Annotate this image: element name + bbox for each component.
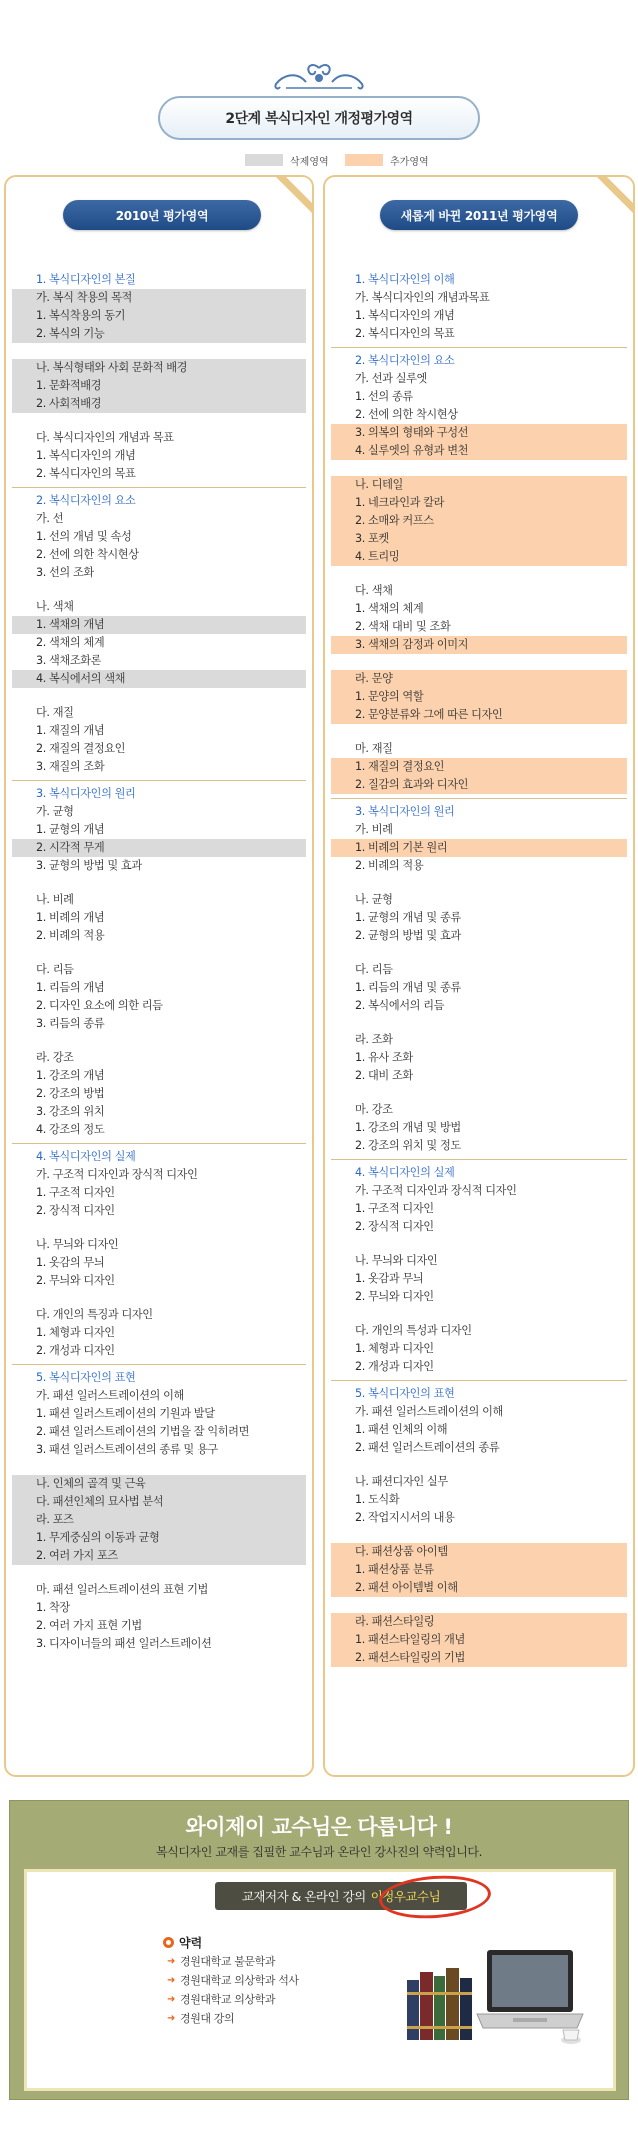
arrow-right-icon: ➜ (167, 1956, 175, 1967)
list-item-added: 라. 패션스타일링 (331, 1613, 627, 1631)
list-item: 다. 개인의 특징과 디자인 (36, 1308, 153, 1321)
list-item: 1. 복식디자인의 개념 (36, 449, 136, 462)
list-item: 2. 디자인 요소에 의한 리듬 (36, 999, 163, 1012)
career-heading-label: 약력 (179, 1936, 203, 1950)
list-item-added: 3. 색채의 감정과 이미지 (331, 636, 627, 654)
list-item-added: 1. 비례의 기본 원리 (331, 839, 627, 857)
list-item: 2. 무늬와 디자인 (355, 1290, 434, 1303)
list-item: 2. 비례의 적용 (36, 929, 105, 942)
row-spacer (12, 945, 306, 961)
career-heading (163, 1934, 202, 1951)
row-spacer (331, 724, 627, 740)
list-item-deleted: 라. 포즈 (12, 1511, 306, 1529)
row-spacer (12, 1220, 306, 1236)
list-item: 2. 개성과 디자인 (355, 1360, 434, 1373)
list-item: 1. 선의 종류 (355, 390, 413, 403)
column-2011 (323, 175, 635, 1777)
list-item: 가. 구조적 디자인과 장식적 디자인 (355, 1184, 517, 1197)
list-item-added: 1. 문양의 역할 (331, 688, 627, 706)
list-item: 2. 선에 의한 착시현상 (36, 548, 139, 561)
list-item-added: 3. 포켓 (331, 530, 627, 548)
section-title: 5. 복식디자인의 표현 (355, 1387, 455, 1400)
legend-deleted (245, 153, 329, 167)
list-item: 가. 균형 (36, 805, 74, 818)
list-item: 다. 리듬 (36, 963, 74, 976)
list-item-added: 1. 패션상품 분류 (331, 1561, 627, 1579)
section-title: 3. 복식디자인의 원리 (355, 805, 455, 818)
list-item: 1. 체형과 디자인 (36, 1326, 115, 1339)
list-item: 2. 선에 의한 착시현상 (355, 408, 458, 421)
promo-subtitle: 복식디자인 교재를 집필한 교수님과 온라인 강사진의 약력입니다. (155, 1845, 483, 1859)
row-spacer (331, 1457, 627, 1473)
laptop-icon (473, 1940, 587, 2052)
career-item (167, 1952, 299, 1971)
list-item-added: 2. 패션 아이템별 이해 (331, 1579, 627, 1597)
list-item-deleted: 1. 무게중심의 이동과 균형 (12, 1529, 306, 1547)
arrow-right-icon: ➜ (167, 1975, 175, 1986)
section-divider (331, 347, 627, 348)
list-item: 가. 구조적 디자인과 장식적 디자인 (36, 1168, 198, 1181)
list-item: 2. 재질의 결정요인 (36, 742, 126, 755)
section-title: 3. 복식디자인의 원리 (36, 787, 136, 800)
section-divider (331, 1380, 627, 1381)
career-item (167, 2009, 299, 2028)
list-item-added: 1. 재질의 결정요인 (331, 758, 627, 776)
list-item: 2. 대비 조화 (355, 1069, 413, 1082)
career-item-text: 경원대 강의 (179, 2012, 235, 2025)
section-title: 1. 복식디자인의 이해 (355, 273, 455, 286)
list-item: 다. 색채 (355, 584, 393, 597)
list-item-added: 2. 질감의 효과와 디자인 (331, 776, 627, 794)
list-item: 나. 무늬와 디자인 (355, 1254, 438, 1267)
section-title: 5. 복식디자인의 표현 (36, 1371, 136, 1384)
list-item-deleted: 4. 복식에서의 색채 (12, 670, 306, 688)
section-divider (12, 1143, 306, 1144)
row-spacer (331, 875, 627, 891)
row-spacer (12, 343, 306, 359)
list-item: 2. 비례의 적용 (355, 859, 424, 872)
list-item: 마. 강조 (355, 1103, 393, 1116)
list-item: 1. 강조의 개념 (36, 1069, 105, 1082)
career-item-text: 경원대학교 불문학과 (179, 1955, 276, 1968)
highlight-circle (378, 1872, 493, 1922)
list-item: 다. 복식디자인의 개념과 목표 (36, 431, 174, 444)
row-spacer (331, 1597, 627, 1613)
list-item: 2. 개성과 디자인 (36, 1344, 115, 1357)
list-item-added: 1. 네크라인과 칼라 (331, 494, 627, 512)
list-item: 1. 도식화 (355, 1493, 400, 1506)
list-item: 가. 복식디자인의 개념과목표 (355, 291, 490, 304)
row-spacer (12, 1459, 306, 1475)
list-item-deleted: 2. 여러 가지 포즈 (12, 1547, 306, 1565)
list-item: 2. 패션 일러스트레이션의 종류 (355, 1441, 500, 1454)
books-icon (405, 1962, 477, 2042)
list-item: 가. 패션 일러스트레이션의 이해 (36, 1389, 184, 1402)
column-2010 (4, 175, 314, 1777)
section-divider (331, 1159, 627, 1160)
list-item: 3. 색채조화론 (36, 654, 102, 667)
list-item: 1. 리듬의 개념 및 종류 (355, 981, 461, 994)
arrow-right-icon: ➜ (167, 1994, 175, 2005)
list-item: 2. 복식디자인의 목표 (355, 327, 455, 340)
promo-banner-highlight: 이정우교수님 (370, 1889, 441, 1904)
list-item: 2. 장식적 디자인 (36, 1204, 115, 1217)
row-spacer (331, 1085, 627, 1101)
list-item-added: 4. 실루엣의 유형과 변천 (331, 442, 627, 460)
list-item-deleted: 2. 복식의 기능 (12, 325, 306, 343)
list-item-deleted: 2. 시각적 무게 (12, 839, 306, 857)
list-item: 1. 균형의 개념 (36, 823, 105, 836)
section-divider (12, 780, 306, 781)
list-item: 가. 비례 (355, 823, 393, 836)
row-spacer (12, 875, 306, 891)
list-item: 다. 재질 (36, 706, 74, 719)
list-item-deleted: 1. 문화적배경 (12, 377, 306, 395)
career-item-text: 경원대학교 의상학과 석사 (179, 1974, 299, 1987)
row-spacer (12, 1033, 306, 1049)
section-divider (331, 798, 627, 799)
career-item-text: 경원대학교 의상학과 (179, 1993, 276, 2006)
list-item: 나. 무늬와 디자인 (36, 1238, 119, 1251)
section-title: 4. 복식디자인의 실제 (355, 1166, 455, 1179)
list-item: 3. 리듬의 종류 (36, 1017, 105, 1030)
list-item: 나. 색채 (36, 600, 74, 613)
list-item: 2. 패션 일러스트레이션의 기법을 잘 익히려면 (36, 1425, 249, 1438)
list-item-deleted: 2. 사회적배경 (12, 395, 306, 413)
section-title: 1. 복식디자인의 본질 (36, 273, 136, 286)
list-item: 2. 균형의 방법 및 효과 (355, 929, 461, 942)
corner-fold-inner (284, 175, 314, 205)
column-header-2011: 새롭게 바뀐 2011년 평가영역 (380, 200, 578, 230)
row-spacer (12, 1565, 306, 1581)
list-item: 라. 조화 (355, 1033, 393, 1046)
list-item-added: 다. 패션상품 아이템 (331, 1543, 627, 1561)
list-item: 가. 선과 실루엣 (355, 372, 427, 385)
list-item: 라. 강조 (36, 1051, 74, 1064)
list-item: 1. 선의 개념 및 속성 (36, 530, 132, 543)
promo-card (24, 1869, 616, 2091)
list-item-added: 2. 문양분류와 그에 따른 디자인 (331, 706, 627, 724)
list-item: 1. 색채의 체계 (355, 602, 424, 615)
list-item: 1. 옷감과 무늬 (355, 1272, 424, 1285)
list-item: 3. 재질의 조화 (36, 760, 105, 773)
arrow-right-icon: ➜ (167, 2013, 175, 2024)
row-spacer (331, 460, 627, 476)
list-item: 1. 균형의 개념 및 종류 (355, 911, 461, 924)
list-item: 2. 무늬와 디자인 (36, 1274, 115, 1287)
promo-section (9, 1800, 629, 2100)
row-spacer (331, 1306, 627, 1322)
list-item: 1. 패션 일러스트레이션의 기원과 발달 (36, 1407, 215, 1420)
list-item: 2. 색채의 체계 (36, 636, 105, 649)
rows-2011 (331, 271, 627, 1667)
section-title: 2. 복식디자인의 요소 (355, 354, 455, 367)
career-item (167, 1990, 299, 2009)
section-title: 4. 복식디자인의 실제 (36, 1150, 136, 1163)
page-title: 2단계 복식디자인 개정평가영역 (158, 96, 480, 140)
list-item: 1. 강조의 개념 및 방법 (355, 1121, 461, 1134)
list-item: 1. 구조적 디자인 (355, 1202, 434, 1215)
list-item-added: 3. 의복의 형태와 구성선 (331, 424, 627, 442)
list-item: 2. 장식적 디자인 (355, 1220, 434, 1233)
row-spacer (331, 1015, 627, 1031)
list-item-deleted: 1. 색채의 개념 (12, 616, 306, 634)
list-item: 1. 착장 (36, 1601, 70, 1614)
career-item (167, 1971, 299, 1990)
row-spacer (331, 566, 627, 582)
legend-deleted-label: 삭제영역 (290, 156, 329, 168)
circle-bullet-icon (163, 1937, 174, 1948)
row-spacer (12, 1290, 306, 1306)
list-item-deleted: 나. 복식형태와 사회 문화적 배경 (12, 359, 306, 377)
list-item-deleted: 가. 복식 착용의 목적 (12, 289, 306, 307)
row-spacer (331, 654, 627, 670)
list-item: 2. 복식에서의 리듬 (355, 999, 445, 1012)
list-item: 1. 리듬의 개념 (36, 981, 105, 994)
list-item-deleted: 1. 복식착용의 동기 (12, 307, 306, 325)
list-item-added: 4. 트리밍 (331, 548, 627, 566)
list-item: 2. 강조의 방법 (36, 1087, 105, 1100)
list-item: 다. 리듬 (355, 963, 393, 976)
list-item: 1. 체형과 디자인 (355, 1342, 434, 1355)
list-item: 나. 균형 (355, 893, 393, 906)
list-item: 다. 개인의 특성과 디자인 (355, 1324, 472, 1337)
list-item-added: 나. 디테일 (331, 476, 627, 494)
row-spacer (331, 1236, 627, 1252)
list-item: 3. 패션 일러스트레이션의 종류 및 용구 (36, 1443, 218, 1456)
list-item: 1. 복식디자인의 개념 (355, 309, 455, 322)
list-item: 2. 여러 가지 표현 기법 (36, 1619, 142, 1632)
list-item: 1. 재질의 개념 (36, 724, 105, 737)
list-item: 나. 패션디자인 실무 (355, 1475, 448, 1488)
promo-title: 와이제이 교수님은 다릅니다 ! (185, 1815, 453, 1839)
legend-added (345, 153, 429, 167)
section-divider (12, 487, 306, 488)
list-item: 나. 비례 (36, 893, 74, 906)
list-item: 1. 패션 인체의 이해 (355, 1423, 448, 1436)
section-divider (12, 1364, 306, 1365)
column-header-2010: 2010년 평가영역 (63, 200, 261, 230)
list-item-added: 2. 패션스타일링의 기법 (331, 1649, 627, 1667)
legend-added-swatch (345, 154, 383, 166)
list-item: 마. 패션 일러스트레이션의 표현 기법 (36, 1583, 208, 1596)
list-item: 1. 비례의 개념 (36, 911, 105, 924)
rows-2010 (12, 271, 306, 1653)
list-item-deleted: 다. 패션인체의 묘사법 분석 (12, 1493, 306, 1511)
list-item: 3. 강조의 위치 (36, 1105, 105, 1118)
list-item: 마. 재질 (355, 742, 393, 755)
list-item-added: 1. 패션스타일링의 개념 (331, 1631, 627, 1649)
list-item-added: 라. 문양 (331, 670, 627, 688)
list-item: 2. 색채 대비 및 조화 (355, 620, 451, 633)
legend-deleted-swatch (245, 154, 283, 166)
row-spacer (331, 1527, 627, 1543)
list-item: 2. 강조의 위치 및 정도 (355, 1139, 461, 1152)
promo-banner-text: 교재저자 & 온라인 강의 (241, 1889, 366, 1904)
career-list (167, 1952, 299, 2028)
list-item: 가. 선 (36, 512, 64, 525)
ornament-icon (266, 62, 372, 92)
list-item: 3. 디자이너들의 패션 일러스트레이션 (36, 1637, 212, 1650)
list-item: 3. 균형의 방법 및 효과 (36, 859, 142, 872)
row-spacer (12, 688, 306, 704)
list-item: 가. 패션 일러스트레이션의 이해 (355, 1405, 503, 1418)
list-item: 3. 선의 조화 (36, 566, 94, 579)
list-item-added: 2. 소매와 커프스 (331, 512, 627, 530)
list-item: 2. 작업지시서의 내용 (355, 1511, 455, 1524)
legend-added-label: 추가영역 (390, 156, 429, 168)
row-spacer (12, 582, 306, 598)
section-title: 2. 복식디자인의 요소 (36, 494, 136, 507)
list-item: 4. 강조의 정도 (36, 1123, 105, 1136)
list-item: 1. 유사 조화 (355, 1051, 413, 1064)
row-spacer (331, 945, 627, 961)
row-spacer (12, 413, 306, 429)
corner-fold-inner (605, 175, 635, 205)
list-item-deleted: 나. 인체의 골격 및 근육 (12, 1475, 306, 1493)
list-item: 1. 옷감의 무늬 (36, 1256, 105, 1269)
list-item: 1. 구조적 디자인 (36, 1186, 115, 1199)
list-item: 2. 복식디자인의 목표 (36, 467, 136, 480)
